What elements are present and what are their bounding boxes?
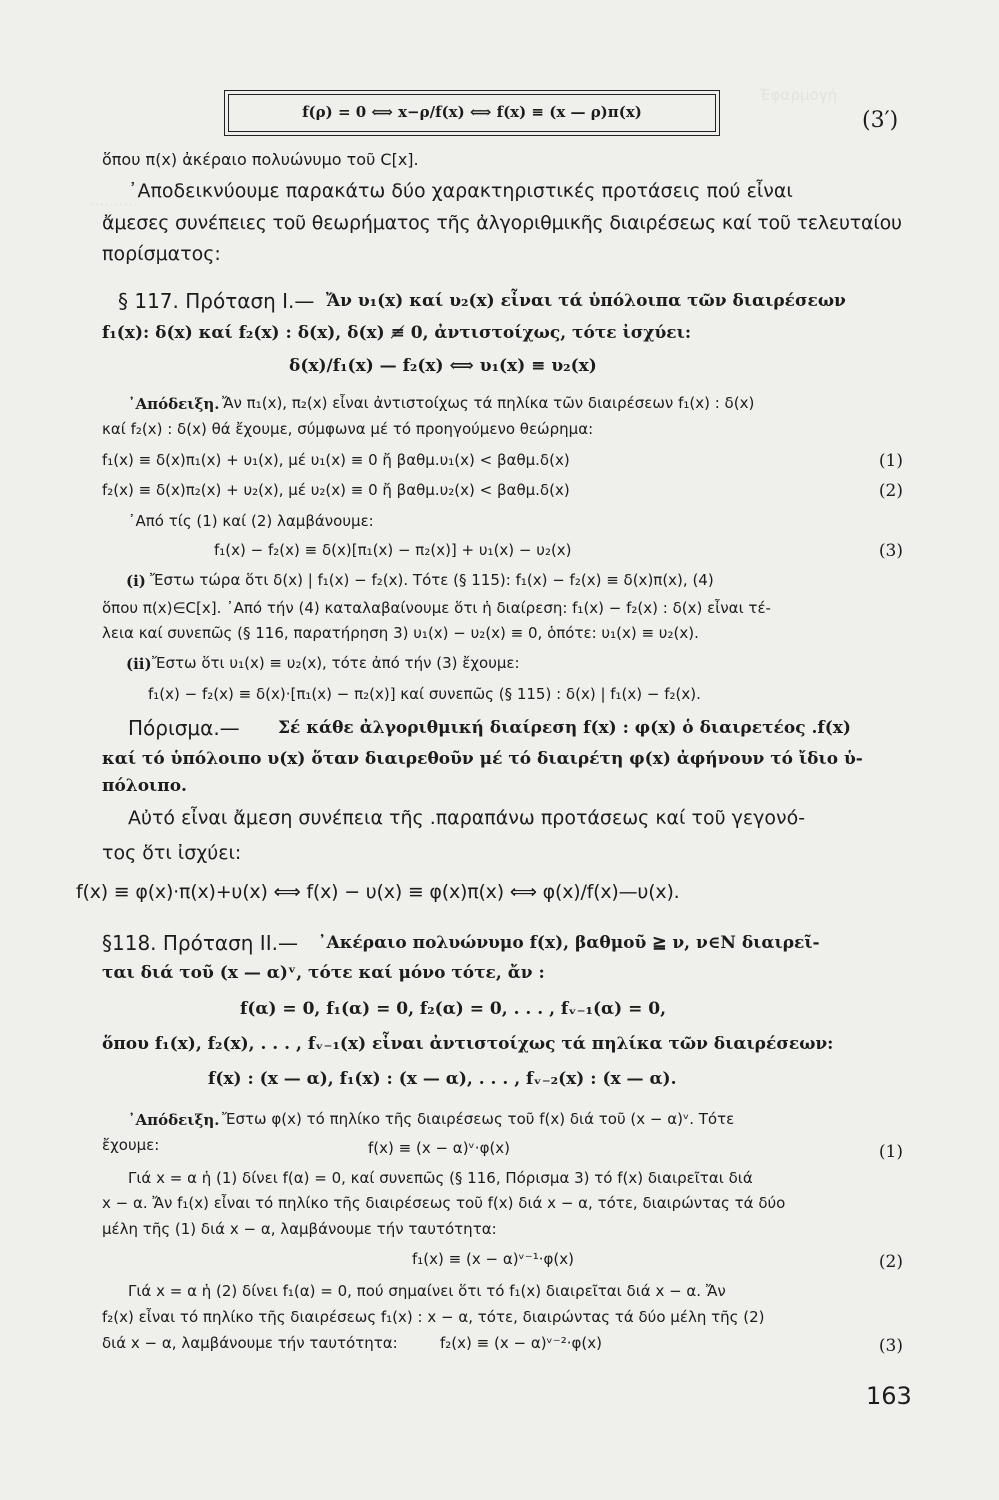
corollary-statement: πόλοιπο. (102, 776, 187, 796)
intro-line: ὅπου π(x) ἀκέραιο πολυώνυμο τοῦ C[x]. (102, 150, 419, 169)
bleed-through: Ἐφαρμογή (760, 86, 838, 104)
proof-label: ᾿Απόδειξη. (128, 1111, 220, 1129)
proof-text: x − α. Ἄν f₁(x) εἶναι τό πηλίκο τῆς διαιρέσεως τοῦ f(x) διά x − α, τότε, διαιρώντας τά δύο (102, 1194, 786, 1212)
proof-text: Γιά x = α ἡ (2) δίνει f₁(α) = 0, πού σημαίνει ὅτι τό f₁(x) διαιρεῖται διά x − α. Ἄν (128, 1282, 726, 1300)
boxed-formula (224, 90, 720, 136)
equation-2: f₂(x) ≡ δ(x)π₂(x) + υ₂(x), μέ υ₂(x) ≡ 0 ἤ βαθμ.υ₂(x) < βαθμ.δ(x) (102, 481, 570, 499)
proof-text: Ἔστω φ(x) τό πηλίκο τῆς διαιρέσεως τοῦ f(x) διά τοῦ (x − α)ᵛ. Τότε (222, 1110, 735, 1128)
section-117-heading: § 117. Πρόταση Ι.— (118, 289, 315, 313)
proof-text: καί f₂(x) : δ(x) θά ἔχουμε, σύμφωνα μέ τό προηγούμενο θεώρημα: (102, 420, 594, 438)
proof-text: ᾿Από τίς (1) καί (2) λαμβάνουμε: (128, 512, 374, 530)
proof-label: ᾿Απόδειξη. (128, 395, 220, 413)
case-ii-label: (ii) (126, 655, 152, 673)
corollary-statement: καί τό ὑπόλοιπο υ(x) ὅταν διαιρεθοῦν μέ τό διαιρέτη φ(x) ἀφήνουν τό ἴδιο ὑ- (102, 749, 863, 769)
boxed-formula-number: (3′) (862, 108, 899, 133)
proof-text: f₂(x) εἶναι τό πηλίκο τῆς διαιρέσεως f₁(x) : x − α, τότε, διαιρώντας τά δύο μέλη τῆς (2) (102, 1308, 765, 1326)
proof-text: Γιά x = α ἡ (1) δίνει f(α) = 0, καί συνεπῶς (§ 116, Πόρισμα 3) τό f(x) διαιρεῖται διά (128, 1169, 753, 1187)
intro-paragraph-line: πορίσματος: (102, 243, 221, 265)
section-118-statement: ᾿Ακέραιο πολυώνυμο f(x), βαθμοῦ ≧ ν, ν∈N διαιρεῖ- (318, 933, 820, 953)
equation-2-number: (2) (878, 481, 903, 501)
boxed-formula-text: f(ρ) = 0 ⟺ x−ρ/f(x) ⟺ f(x) ≡ (x — ρ)π(x) (302, 103, 642, 121)
equation-3-number: (3) (878, 541, 903, 561)
corollary-statement: Σέ κάθε ἀλγοριθμική διαίρεση f(x) : φ(x) ὁ διαιρετέος .f(x) (278, 718, 851, 738)
section-118-statement: ὅπου f₁(x), f₂(x), . . . , fᵥ₋₁(x) εἶναι ἀντιστοίχως τά πηλίκα τῶν διαιρέσεων: (102, 1034, 834, 1054)
corollary-equation: f(x) ≡ φ(x)·π(x)+υ(x) ⟺ f(x) − υ(x) ≡ φ(x)π(x) ⟺ φ(x)/f(x)—υ(x). (76, 881, 680, 903)
corollary-label: Πόρισμα.— (128, 716, 240, 740)
section-117-statement: Ἄν υ₁(x) καί υ₂(x) εἶναι τά ὑπόλοιπα τῶν διαιρέσεων (326, 291, 846, 311)
section-118-equation: f(x) : (x — α), f₁(x) : (x — α), . . . , fᵥ₋₂(x) : (x — α). (208, 1069, 677, 1089)
page-number: 163 (866, 1382, 912, 1410)
proof-text: διά x − α, λαμβάνουμε τήν ταυτότητα: (102, 1334, 398, 1352)
case-i-text: λεια καί συνεπῶς (§ 116, παρατήρηση 3) υ₁(x) − υ₂(x) ≡ 0, ὁπότε: υ₁(x) ≡ υ₂(x). (102, 624, 699, 642)
proof-text: ἔχουμε: (102, 1136, 160, 1154)
proof-text: μέλη τῆς (1) διά x − α, λαμβάνουμε τήν ταυτότητα: (102, 1220, 497, 1238)
equation-1: f₁(x) ≡ δ(x)π₁(x) + υ₁(x), μέ υ₁(x) ≡ 0 ἤ βαθμ.υ₁(x) < βαθμ.δ(x) (102, 451, 570, 469)
equation-1: f(x) ≡ (x − α)ᵛ·φ(x) (368, 1139, 511, 1157)
bleed-through: ·········· (90, 196, 138, 214)
case-ii-text: f₁(x) − f₂(x) ≡ δ(x)·[π₁(x) − π₂(x)] καί συνεπῶς (§ 115) : δ(x) | f₁(x) − f₂(x). (148, 685, 701, 703)
case-i-text: Ἔστω τώρα ὅτι δ(x) | f₁(x) − f₂(x). Τότε (§ 115): f₁(x) − f₂(x) ≡ δ(x)π(x), (4) (150, 571, 714, 589)
case-i-label: (i) (126, 572, 146, 590)
section-117-equation: δ(x)/f₁(x) — f₂(x) ⟺ υ₁(x) ≡ υ₂(x) (289, 356, 597, 376)
case-i-text: ὅπου π(x)∈C[x]. ᾿Από τήν (4) καταλαβαίνουμε ὅτι ἡ διαίρεση: f₁(x) − f₂(x) : δ(x) εἶναι τέ- (102, 599, 771, 617)
intro-paragraph-line: ἄμεσες συνέπειες τοῦ θεωρήματος τῆς ἀλγοριθμικῆς διαιρέσεως καί τοῦ τελευταίου (102, 212, 902, 234)
equation-1-number: (1) (878, 451, 903, 471)
corollary-text: τος ὅτι ἰσχύει: (102, 842, 242, 864)
proof-text: Ἄν π₁(x), π₂(x) εἶναι ἀντιστοίχως τά πηλίκα τῶν διαιρέσεων f₁(x) : δ(x) (222, 394, 755, 412)
equation-2-number: (2) (878, 1252, 903, 1272)
section-117-statement: f₁(x): δ(x) καί f₂(x) : δ(x), δ(x) ≢ 0, ἀντιστοίχως, τότε ἰσχύει: (102, 323, 692, 343)
equation-3-number: (3) (878, 1336, 903, 1356)
section-118-heading: §118. Πρόταση ΙΙ.— (102, 931, 298, 955)
intro-paragraph-line: ᾿Αποδεικνύουμε παρακάτω δύο χαρακτηριστικές προτάσεις πού εἶναι (128, 180, 793, 202)
equation-3: f₂(x) ≡ (x − α)ᵛ⁻²·φ(x) (440, 1334, 602, 1352)
equation-3: f₁(x) − f₂(x) ≡ δ(x)[π₁(x) − π₂(x)] + υ₁(x) − υ₂(x) (214, 541, 572, 559)
section-118-statement: ται διά τοῦ (x — α)ᵛ, τότε καί μόνο τότε, ἄν : (102, 963, 545, 983)
equation-2: f₁(x) ≡ (x − α)ᵛ⁻¹·φ(x) (412, 1250, 574, 1268)
section-118-equation: f(α) = 0, f₁(α) = 0, f₂(α) = 0, . . . , fᵥ₋₁(α) = 0, (240, 999, 667, 1019)
equation-1-number: (1) (878, 1142, 903, 1162)
corollary-text: Αὐτό εἶναι ἄμεση συνέπεια τῆς .παραπάνω προτάσεως καί τοῦ γεγονό- (128, 807, 806, 829)
case-ii-text: Ἔστω ὅτι υ₁(x) ≡ υ₂(x), τότε ἀπό τήν (3) ἔχουμε: (152, 654, 520, 672)
